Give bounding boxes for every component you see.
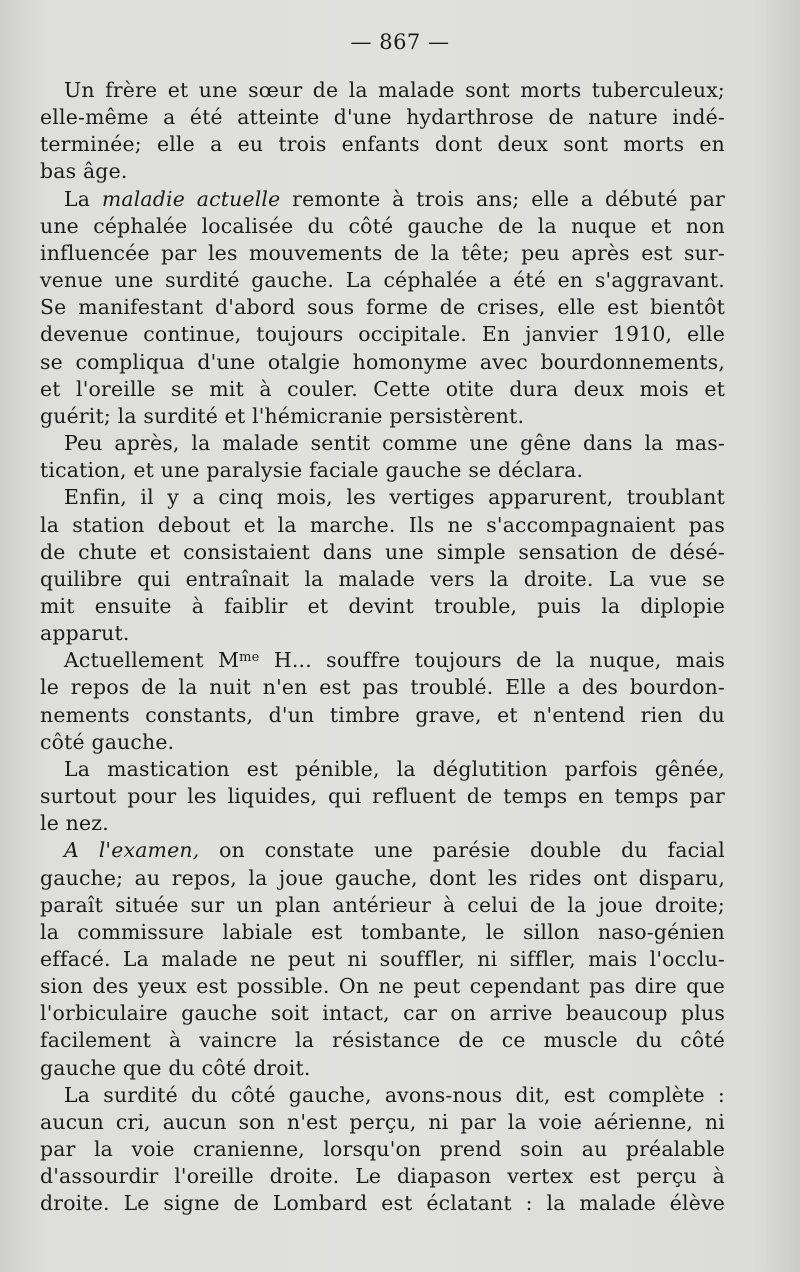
text-line: paraît située sur un plan antérieur à celui de la joue droite; bbox=[40, 892, 725, 917]
text-line: nements constants, d'un timbre grave, et n'entend rien du bbox=[40, 702, 725, 727]
superscript-abbreviation: me bbox=[239, 650, 260, 666]
text-line: mit ensuite à faiblir et devint trouble, puis la diplopie bbox=[40, 593, 725, 618]
text-line: l'orbiculaire gauche soit intact, car on arrive beaucoup plus bbox=[40, 1001, 725, 1026]
text-line: Un frère et une sœur de la malade sont morts tuberculeux; bbox=[64, 78, 725, 102]
text-line: La surdité du côté gauche, avons-nous dit, est complète : bbox=[64, 1082, 725, 1107]
text-line: côté gauche. bbox=[40, 729, 175, 754]
text-line: se compliqua d'une otalgie homonyme avec bourdonnements, bbox=[40, 349, 725, 374]
paragraph-3 bbox=[40, 430, 725, 484]
text-line: Enfin, il y a cinq mois, les vertiges apparurent, troublant bbox=[64, 485, 725, 510]
line-text: remonte à trois ans; elle a débuté par bbox=[280, 186, 725, 211]
text-line: Peu après, la malade sentit comme une gêne dans la mas- bbox=[64, 431, 725, 456]
text-line: effacé. La malade ne peut ni souffler, ni siffler, mais l'occlu- bbox=[40, 947, 725, 971]
text-line: Se manifestant d'abord sous forme de crises, elle est bientôt bbox=[40, 295, 725, 320]
text-line: la commissure labiale est tombante, le sillon naso-génien bbox=[40, 919, 725, 944]
text-line: bas âge. bbox=[40, 159, 128, 184]
text-line: par la voie cranienne, lorsqu'on prend soin au préalable bbox=[40, 1137, 725, 1162]
text-line: facilement à vaincre la résistance de ce muscle du côté bbox=[40, 1028, 725, 1053]
paragraph-7 bbox=[40, 837, 725, 1081]
text-line: elle-même a été atteinte d'une hydarthrose de nature indé- bbox=[40, 105, 725, 130]
text-line: sion des yeux est possible. On ne peut cependant pas dire que bbox=[40, 974, 725, 999]
text-line: de chute et consistaient dans une simple sensation de désé- bbox=[40, 539, 725, 564]
text-line: terminée; elle a eu trois enfants dont deux sont morts en bbox=[40, 132, 725, 157]
text-line: guérit; la surdité et l'hémicranie persistèrent. bbox=[40, 403, 525, 428]
text-line: La mastication est pénible, la déglutition parfois gênée, bbox=[64, 756, 725, 781]
text-line: devenue continue, toujours occipitale. En janvier 1910, elle bbox=[40, 322, 725, 347]
paragraph-5 bbox=[40, 647, 725, 756]
body-text bbox=[40, 77, 725, 1218]
italic-phrase: maladie actuelle bbox=[101, 186, 281, 211]
text-line: apparut. bbox=[40, 621, 130, 646]
text-line: influencée par les mouvements de la tête; peu après est sur- bbox=[40, 240, 725, 265]
paragraph-4 bbox=[40, 484, 725, 647]
text-line: gauche que du côté droit. bbox=[40, 1055, 311, 1080]
text-line: le nez. bbox=[40, 811, 109, 836]
italic-phrase: A l'examen, bbox=[64, 838, 200, 863]
paragraph-6 bbox=[40, 756, 725, 837]
page-number: — 867 — bbox=[350, 30, 450, 54]
text-line: tication, et une paralysie faciale gauche se déclara. bbox=[40, 458, 584, 483]
text-line bbox=[40, 647, 725, 674]
text-line: et l'oreille se mit à couler. Cette otite dura deux mois et bbox=[40, 376, 725, 401]
paragraph-8 bbox=[40, 1082, 725, 1218]
line-text: H... souffre toujours de la nuque, mais bbox=[259, 648, 726, 673]
paragraph-1 bbox=[40, 77, 725, 186]
text-line: la station debout et la marche. Ils ne s'accompagnaient pas bbox=[40, 512, 725, 537]
text-line: venue une surdité gauche. La céphalée a été en s'aggravant. bbox=[40, 268, 725, 293]
paragraph-2 bbox=[40, 186, 725, 430]
text-line: surtout pour les liquides, qui refluent de temps en temps par bbox=[40, 784, 725, 809]
text-line: quilibre qui entraînait la malade vers la droite. La vue se bbox=[40, 566, 725, 591]
text-line: le repos de la nuit n'en est pas troublé. Elle a des bourdon- bbox=[40, 675, 725, 700]
line-text: La bbox=[64, 186, 102, 211]
text-line: d'assourdir l'oreille droite. Le diapason vertex est perçu à bbox=[40, 1164, 725, 1189]
line-text: on constate une parésie double du facial bbox=[199, 838, 726, 863]
text-line: aucun cri, aucun son n'est perçu, ni par la voie aérienne, ni bbox=[40, 1109, 725, 1134]
text-line bbox=[40, 837, 725, 864]
text-line bbox=[40, 186, 725, 213]
text-line: une céphalée localisée du côté gauche de la nuque et non bbox=[40, 213, 725, 238]
text-line: gauche; au repos, la joue gauche, dont les rides ont disparu, bbox=[40, 865, 725, 890]
line-text: Actuellement M bbox=[64, 648, 240, 673]
text-line: droite. Le signe de Lombard est éclatant : la malade élève bbox=[40, 1191, 725, 1216]
